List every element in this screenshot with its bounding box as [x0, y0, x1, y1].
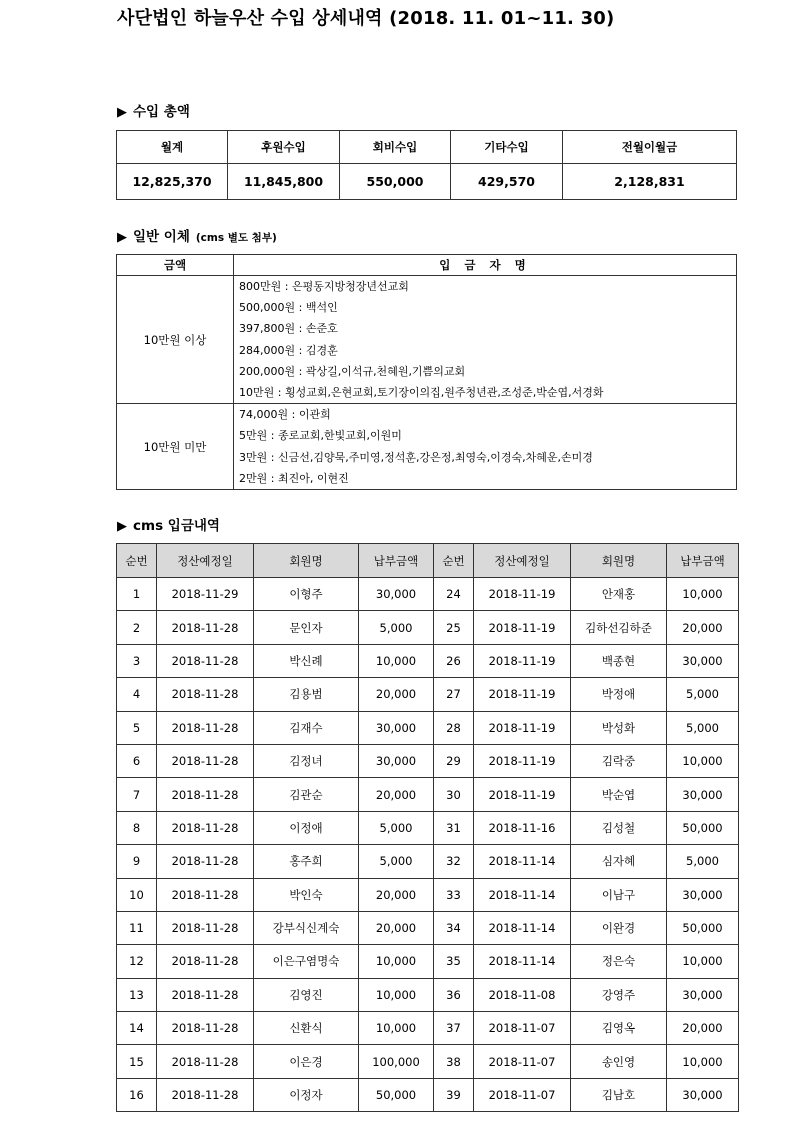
table-cell: 이형주	[254, 578, 359, 611]
table-cell: 10,000	[359, 945, 434, 978]
table-cell: 김영옥	[571, 1012, 667, 1045]
table-cell: 박정애	[571, 678, 667, 711]
general-line: 397,800원 : 손준호	[239, 322, 338, 336]
table-cell: 김용범	[254, 678, 359, 711]
table-cell: 5	[117, 711, 157, 744]
table-cell: 2018-11-14	[474, 878, 571, 911]
table-cell: 2018-11-28	[157, 1045, 254, 1078]
summary-header-cell: 전월이월금	[563, 131, 737, 164]
table-cell: 20,000	[359, 878, 434, 911]
table-cell: 김정녀	[254, 744, 359, 777]
general-group-list	[234, 276, 737, 404]
cms-heading-text: cms 입금내역	[133, 518, 220, 534]
table-row	[117, 711, 739, 744]
summary-value-cell: 12,825,370	[117, 164, 228, 200]
table-row	[117, 778, 739, 811]
table-cell: 39	[434, 1078, 474, 1111]
table-cell: 8	[117, 811, 157, 844]
triangle-right-icon: ▶	[117, 105, 127, 120]
table-row	[117, 744, 739, 777]
table-cell: 강부식신계숙	[254, 911, 359, 944]
triangle-right-icon: ▶	[117, 519, 127, 534]
table-cell: 100,000	[359, 1045, 434, 1078]
table-row	[117, 578, 739, 611]
table-cell: 2018-11-28	[157, 611, 254, 644]
general-line: 74,000원 : 이관희	[239, 408, 331, 422]
table-cell: 10,000	[667, 744, 739, 777]
table-cell: 2018-11-19	[474, 778, 571, 811]
table-cell: 7	[117, 778, 157, 811]
table-cell: 26	[434, 644, 474, 677]
general-group-category: 10만원 이상	[117, 276, 234, 404]
table-row	[117, 1078, 739, 1111]
table-cell: 김남호	[571, 1078, 667, 1111]
table-cell: 박성화	[571, 711, 667, 744]
table-cell: 2018-11-19	[474, 578, 571, 611]
general-line: 10만원 : 횡성교회,은현교회,토기장이의집,원주청년관,조성준,박순엽,서경화	[239, 386, 604, 400]
table-cell: 5,000	[667, 711, 739, 744]
table-cell: 30,000	[667, 878, 739, 911]
general-line: 500,000원 : 백석인	[239, 301, 338, 315]
table-cell: 심자혜	[571, 845, 667, 878]
table-cell: 34	[434, 911, 474, 944]
table-cell: 2018-11-28	[157, 945, 254, 978]
table-cell: 50,000	[667, 911, 739, 944]
table-cell: 김락중	[571, 744, 667, 777]
table-cell: 5,000	[359, 845, 434, 878]
table-cell: 문인자	[254, 611, 359, 644]
table-cell: 2018-11-28	[157, 911, 254, 944]
table-cell: 20,000	[359, 678, 434, 711]
table-cell: 10,000	[667, 945, 739, 978]
table-cell: 30,000	[667, 778, 739, 811]
table-cell: 32	[434, 845, 474, 878]
table-cell: 50,000	[359, 1078, 434, 1111]
table-cell: 박인숙	[254, 878, 359, 911]
table-cell: 20,000	[359, 778, 434, 811]
table-cell: 정은숙	[571, 945, 667, 978]
cms-body	[117, 578, 739, 1112]
table-cell: 10,000	[667, 1045, 739, 1078]
table-cell: 30,000	[359, 578, 434, 611]
table-cell: 1	[117, 578, 157, 611]
table-cell: 33	[434, 878, 474, 911]
table-cell: 2018-11-28	[157, 878, 254, 911]
summary-value-cell: 11,845,800	[228, 164, 340, 200]
table-cell: 30,000	[359, 711, 434, 744]
table-row	[117, 911, 739, 944]
table-cell: 2018-11-19	[474, 611, 571, 644]
table-cell: 10,000	[359, 978, 434, 1011]
cms-header-cell: 순번	[434, 544, 474, 578]
general-group-category: 10만원 미만	[117, 404, 234, 490]
table-cell: 3	[117, 644, 157, 677]
table-cell: 신환식	[254, 1012, 359, 1045]
table-cell: 11	[117, 911, 157, 944]
table-row	[117, 878, 739, 911]
table-row	[117, 644, 739, 677]
table-cell: 2018-11-19	[474, 644, 571, 677]
table-row	[117, 1012, 739, 1045]
table-cell: 송인영	[571, 1045, 667, 1078]
general-transfer-table	[116, 254, 737, 490]
table-cell: 30,000	[359, 744, 434, 777]
table-cell: 2018-11-07	[474, 1012, 571, 1045]
table-cell: 2018-11-29	[157, 578, 254, 611]
table-cell: 2018-11-28	[157, 644, 254, 677]
summary-header-cell: 후원수입	[228, 131, 340, 164]
table-cell: 2018-11-28	[157, 778, 254, 811]
table-cell: 30,000	[667, 644, 739, 677]
table-cell: 2018-11-16	[474, 811, 571, 844]
general-line: 200,000원 : 곽상길,이석규,천혜원,기쁨의교회	[239, 364, 466, 378]
table-row	[117, 945, 739, 978]
table-cell: 홍주희	[254, 845, 359, 878]
table-cell: 2018-11-07	[474, 1078, 571, 1111]
table-cell: 16	[117, 1078, 157, 1111]
cms-header-cell: 회원명	[571, 544, 667, 578]
summary-heading	[117, 100, 190, 120]
table-cell: 이정애	[254, 811, 359, 844]
table-cell: 2018-11-28	[157, 744, 254, 777]
table-cell: 2018-11-14	[474, 945, 571, 978]
table-cell: 10,000	[359, 644, 434, 677]
table-row	[117, 811, 739, 844]
summary-value-cell: 429,570	[451, 164, 563, 200]
table-cell: 2018-11-14	[474, 911, 571, 944]
table-cell: 박순엽	[571, 778, 667, 811]
table-cell: 2018-11-19	[474, 711, 571, 744]
table-cell: 2018-11-07	[474, 1045, 571, 1078]
table-cell: 10,000	[359, 1012, 434, 1045]
table-cell: 백종현	[571, 644, 667, 677]
summary-value-cell: 550,000	[340, 164, 451, 200]
general-header-row	[117, 255, 737, 276]
cms-heading	[117, 514, 220, 534]
table-cell: 5,000	[359, 811, 434, 844]
general-heading-text: 일반 이체	[133, 229, 190, 245]
table-cell: 15	[117, 1045, 157, 1078]
general-header-names: 입 금 자 명	[234, 255, 737, 276]
general-group-row	[117, 404, 737, 490]
general-heading-note: (cms 별도 첨부)	[195, 232, 277, 244]
cms-header-row	[117, 544, 739, 578]
table-cell: 2018-11-28	[157, 1012, 254, 1045]
table-cell: 2018-11-19	[474, 678, 571, 711]
table-cell: 25	[434, 611, 474, 644]
page-title: 사단법인 하늘우산 수입 상세내역 (2018. 11. 01~11. 30)	[117, 8, 615, 29]
summary-header-cell: 월계	[117, 131, 228, 164]
table-cell: 김영진	[254, 978, 359, 1011]
table-cell: 김재수	[254, 711, 359, 744]
table-row	[117, 845, 739, 878]
table-cell: 2018-11-28	[157, 978, 254, 1011]
table-row	[117, 611, 739, 644]
cms-header-cell: 정산예정일	[474, 544, 571, 578]
table-cell: 김관순	[254, 778, 359, 811]
summary-header-cell: 회비수입	[340, 131, 451, 164]
table-cell: 30,000	[667, 978, 739, 1011]
table-cell: 24	[434, 578, 474, 611]
general-line: 800만원 : 은평동지방청장년선교회	[239, 280, 409, 293]
general-group-list	[234, 404, 737, 490]
cms-header-cell: 회원명	[254, 544, 359, 578]
table-row	[117, 1045, 739, 1078]
summary-value-cell: 2,128,831	[563, 164, 737, 200]
summary-header-row	[117, 131, 737, 164]
table-cell: 5,000	[667, 845, 739, 878]
table-cell: 9	[117, 845, 157, 878]
triangle-right-icon: ▶	[117, 230, 127, 245]
cms-table	[116, 543, 739, 1112]
table-cell: 2018-11-08	[474, 978, 571, 1011]
table-cell: 50,000	[667, 811, 739, 844]
cms-header-cell: 순번	[117, 544, 157, 578]
table-row	[117, 978, 739, 1011]
table-cell: 10	[117, 878, 157, 911]
table-cell: 5,000	[667, 678, 739, 711]
summary-heading-text: 수입 총액	[133, 104, 190, 120]
general-header-amount: 금액	[117, 255, 234, 276]
table-cell: 이정자	[254, 1078, 359, 1111]
table-cell: 이완경	[571, 911, 667, 944]
table-cell: 5,000	[359, 611, 434, 644]
table-cell: 38	[434, 1045, 474, 1078]
table-cell: 36	[434, 978, 474, 1011]
table-cell: 29	[434, 744, 474, 777]
table-cell: 박신례	[254, 644, 359, 677]
table-cell: 2	[117, 611, 157, 644]
table-cell: 10,000	[667, 578, 739, 611]
cms-header-cell: 납부금액	[359, 544, 434, 578]
table-cell: 이남구	[571, 878, 667, 911]
table-cell: 35	[434, 945, 474, 978]
table-cell: 14	[117, 1012, 157, 1045]
table-cell: 2018-11-28	[157, 711, 254, 744]
general-line: 2만원 : 최진아, 이현진	[239, 471, 349, 485]
table-cell: 28	[434, 711, 474, 744]
table-cell: 30	[434, 778, 474, 811]
table-cell: 김성철	[571, 811, 667, 844]
table-cell: 김하선김하준	[571, 611, 667, 644]
table-cell: 31	[434, 811, 474, 844]
table-cell: 이은경	[254, 1045, 359, 1078]
table-row	[117, 678, 739, 711]
table-cell: 2018-11-28	[157, 1078, 254, 1111]
table-cell: 2018-11-28	[157, 678, 254, 711]
summary-value-row	[117, 164, 737, 200]
summary-table	[116, 130, 737, 200]
table-cell: 30,000	[667, 1078, 739, 1111]
table-cell: 안재홍	[571, 578, 667, 611]
table-cell: 13	[117, 978, 157, 1011]
table-cell: 6	[117, 744, 157, 777]
table-cell: 20,000	[667, 611, 739, 644]
table-cell: 27	[434, 678, 474, 711]
general-line: 5만원 : 종로교회,한빛교회,이원미	[239, 429, 402, 443]
general-line: 284,000원 : 김경훈	[239, 343, 338, 357]
table-cell: 2018-11-14	[474, 845, 571, 878]
table-cell: 37	[434, 1012, 474, 1045]
general-heading	[117, 225, 277, 245]
table-cell: 이은구염명숙	[254, 945, 359, 978]
table-cell: 2018-11-19	[474, 744, 571, 777]
general-line: 3만원 : 신금선,김양묵,주미영,정석훈,강은정,최영숙,이경숙,차혜운,손미경	[239, 450, 593, 464]
table-cell: 2018-11-28	[157, 811, 254, 844]
table-cell: 2018-11-28	[157, 845, 254, 878]
general-group-row	[117, 276, 737, 404]
table-cell: 20,000	[667, 1012, 739, 1045]
table-cell: 강영주	[571, 978, 667, 1011]
cms-header-cell: 정산예정일	[157, 544, 254, 578]
table-cell: 12	[117, 945, 157, 978]
table-cell: 4	[117, 678, 157, 711]
table-cell: 20,000	[359, 911, 434, 944]
cms-header-cell: 납부금액	[667, 544, 739, 578]
summary-header-cell: 기타수입	[451, 131, 563, 164]
